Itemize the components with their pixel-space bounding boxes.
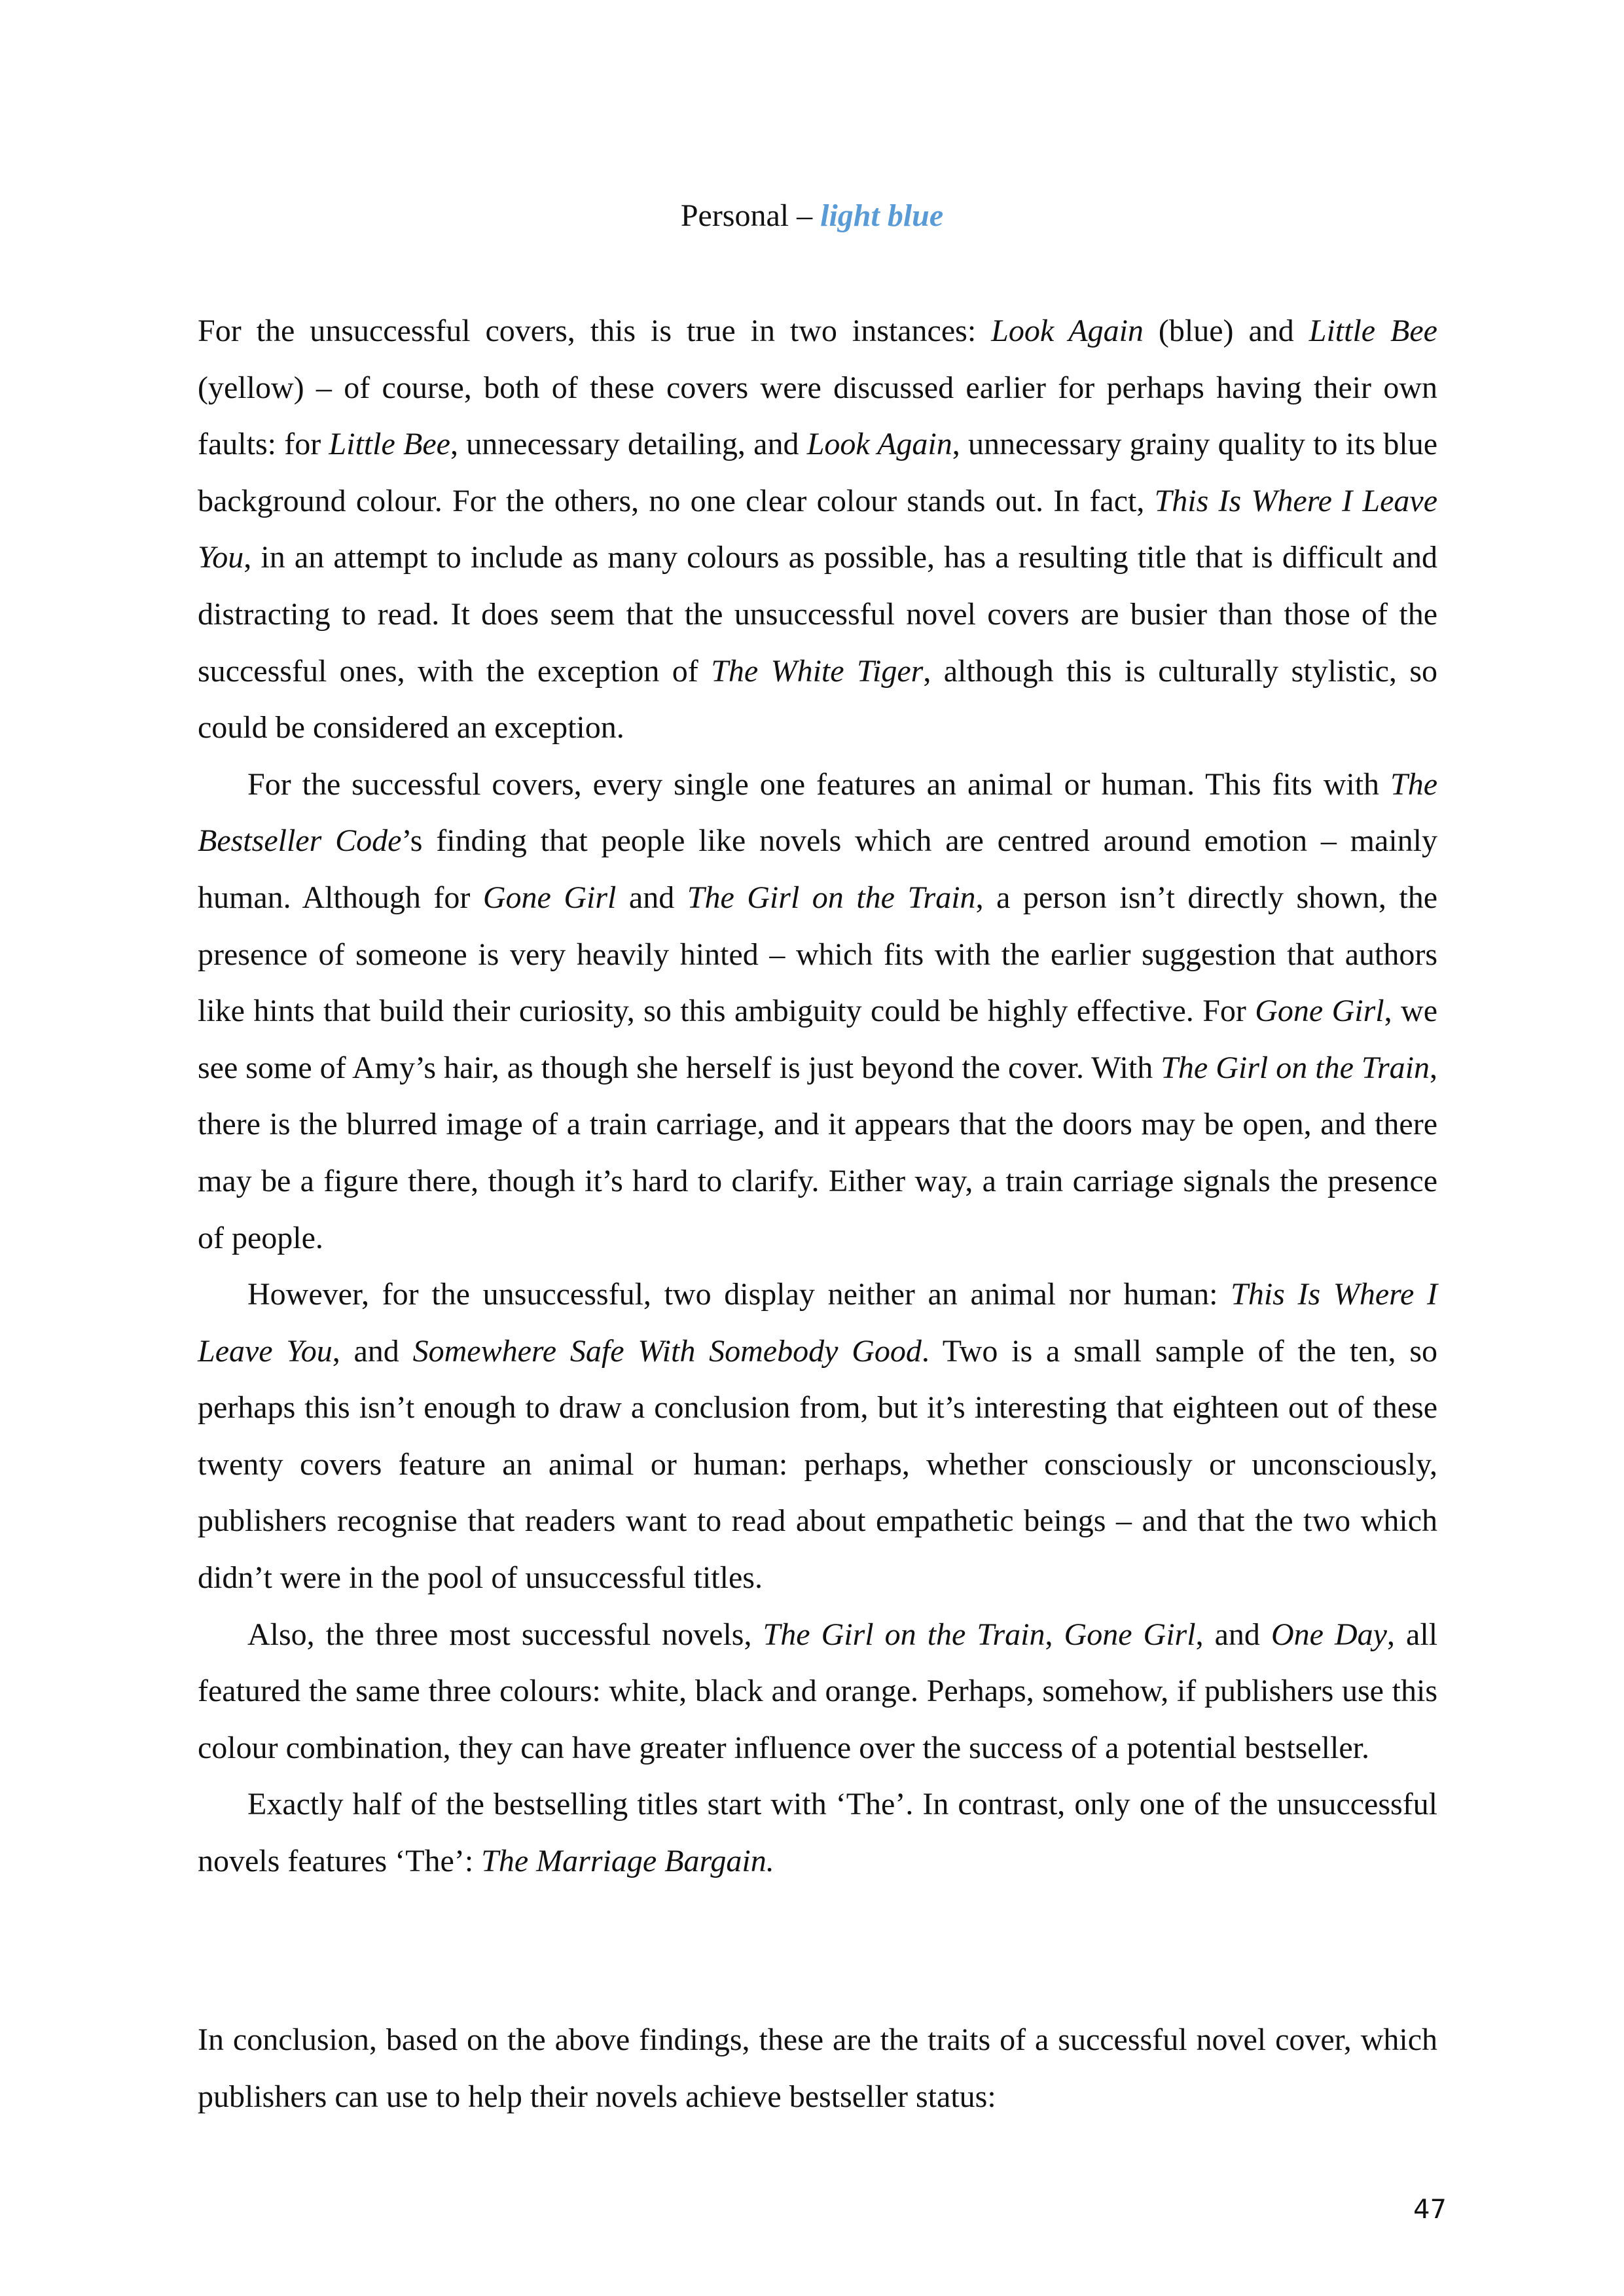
italic-title: Look Again bbox=[991, 314, 1144, 348]
italic-title: Little Bee bbox=[1308, 314, 1437, 348]
italic-title: The Marriage Bargain. bbox=[481, 1844, 774, 1879]
italic-title: Gone Girl bbox=[482, 880, 617, 915]
body-text bbox=[198, 303, 1437, 1890]
section-heading bbox=[0, 190, 1624, 242]
italic-title: Look Again bbox=[806, 427, 952, 462]
paragraph: However, for the unsuccessful, two display neither an animal nor human: This Is Where I Leave You, and Somewhere Safe With Somebody Good. Two is a small sample of the ten, so perhaps this isn’t enough to draw a conclusion from, but it’s interesting that eighteen out of these twenty covers feature an animal or human: perhaps, whether consciously or unconsciously, publishers recognise that readers want to read about empathetic beings – and that the two which didn’t were in the pool of unsuccessful titles. bbox=[198, 1277, 1438, 1596]
heading-label: Personal – bbox=[680, 198, 813, 233]
italic-title: The Girl on the Train bbox=[687, 880, 976, 915]
italic-title: This Is Where I Leave You bbox=[198, 1277, 1438, 1369]
italic-title: Gone Girl bbox=[1255, 994, 1384, 1029]
heading-color-name: light blue bbox=[820, 198, 944, 233]
page-number: 47 bbox=[1413, 2195, 1447, 2225]
paragraph: For the unsuccessful covers, this is true in two instances: Look Again (blue) and Little Bee (yellow) – of course, both of these covers were discussed earlier for perhaps having their own faults: for Little Bee, unnecessary detailing, and Look Again, unnecessary grainy quality to its blue background colour. For the others, no one clear colour stands out. In fact, This Is Where I Leave You, in an attempt to include as many colours as possible, has a resulting title that is difficult and distracting to read. It does seem that the unsuccessful novel covers are busier than those of the successful ones, with the exception of The White Tiger, although this is culturally stylistic, so could be considered an exception. bbox=[198, 314, 1437, 745]
italic-title: Gone Girl bbox=[1064, 1617, 1196, 1652]
conclusion-paragraph: In conclusion, based on the above findings, these are the traits of a successful novel cover, which publishers can use to help their novels achieve bestseller status: bbox=[198, 2022, 1437, 2114]
paragraph: For the successful covers, every single one features an animal or human. This fits with The Bestseller Code’s finding that people like novels which are centred around emotion – mainly human. Although for Gone Girl and The Girl on the Train, a person isn’t directly shown, the presence of someone is very heavily hinted – which fits with the earlier suggestion that authors like hints that build their curiosity, so this ambiguity could be highly effective. For Gone Girl, we see some of Amy’s hair, as though she herself is just beyond the cover. With The Girl on the Train, there is the blurred image of a train carriage, and it appears that the doors may be open, and there may be a figure there, though it’s hard to clarify. Either way, a train carriage signals the presence of people. bbox=[198, 766, 1438, 1255]
italic-title: Somewhere Safe With Somebody Good bbox=[412, 1333, 922, 1369]
italic-title: One Day bbox=[1271, 1617, 1387, 1652]
italic-title: This Is Where I Leave You bbox=[198, 483, 1437, 575]
italic-title: The Girl on the Train bbox=[763, 1617, 1045, 1652]
italic-title: Little Bee bbox=[329, 427, 450, 462]
conclusion-text bbox=[198, 2012, 1437, 2125]
paragraph: Also, the three most successful novels, The Girl on the Train, Gone Girl, and One Day, all featured the same three colours: white, black and orange. Perhaps, somehow, if publishers use this colour combination, they can have greater influence over the success of a potential bestseller. bbox=[198, 1617, 1438, 1765]
paragraph: Exactly half of the bestselling titles start with ‘The’. In contrast, only one of the unsuccessful novels features ‘The’: The Marriage Bargain. bbox=[198, 1787, 1437, 1879]
italic-title: The White Tiger bbox=[711, 653, 924, 689]
italic-title: The Bestseller Code bbox=[198, 766, 1437, 859]
italic-title: The Girl on the Train bbox=[1161, 1050, 1430, 1085]
